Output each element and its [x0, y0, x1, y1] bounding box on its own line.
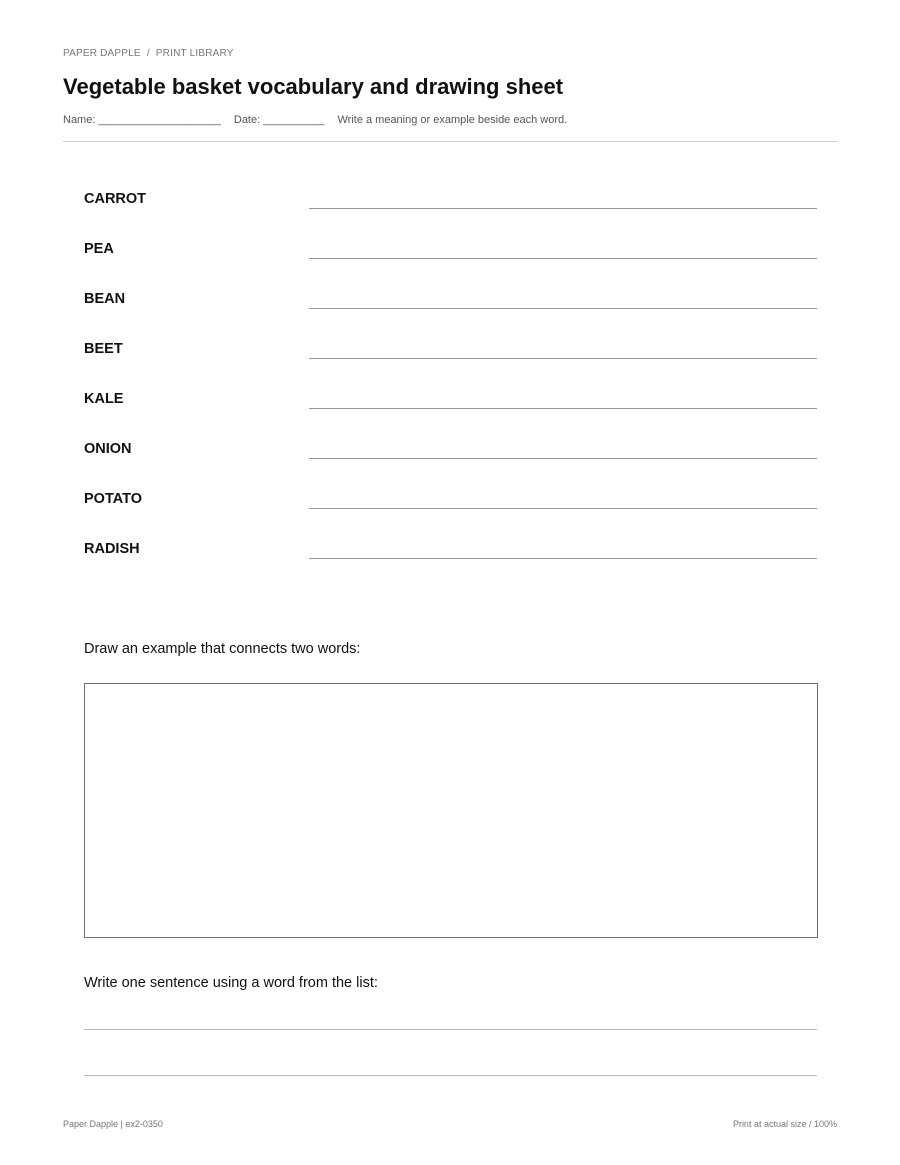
vocab-row: [84, 491, 817, 521]
name-field[interactable]: Name: ____________________: [63, 114, 221, 126]
vocab-answer-line[interactable]: [309, 558, 817, 559]
vocab-answer-line[interactable]: [309, 308, 817, 309]
sentence-answer-line-1[interactable]: [84, 1029, 817, 1030]
vocab-word: RADISH: [84, 541, 140, 557]
vocab-word: KALE: [84, 391, 124, 407]
vocab-answer-line[interactable]: [309, 408, 817, 409]
vocab-answer-line[interactable]: [309, 508, 817, 509]
instruction-text: Write a meaning or example beside each word.: [337, 114, 568, 126]
sentence-prompt: Write one sentence using a word from the list:: [84, 975, 378, 991]
vocab-row: [84, 341, 817, 371]
vocab-word: ONION: [84, 441, 132, 457]
drawing-box[interactable]: [84, 683, 818, 938]
footer-print-note: Print at actual size / 100%: [732, 1119, 837, 1129]
breadcrumb-separator: /: [146, 48, 150, 59]
vocab-row: [84, 291, 817, 321]
vocab-row: [84, 391, 817, 421]
breadcrumb-section: PRINT LIBRARY: [155, 48, 234, 59]
sentence-answer-line-2[interactable]: [84, 1075, 817, 1076]
header-divider: [63, 141, 837, 142]
vocab-word: BEET: [84, 341, 123, 357]
vocab-word: CARROT: [84, 191, 147, 207]
vocab-word: PEA: [84, 241, 114, 257]
footer-source: Paper Dapple | ex2-0350: [63, 1119, 163, 1129]
drawing-prompt: Draw an example that connects two words:: [84, 641, 361, 657]
breadcrumb: [63, 48, 234, 59]
vocab-word: POTATO: [84, 491, 142, 507]
vocab-answer-line[interactable]: [309, 458, 817, 459]
vocab-row: [84, 541, 817, 571]
date-field[interactable]: Date: __________: [233, 114, 325, 126]
vocab-answer-line[interactable]: [309, 358, 817, 359]
vocab-answer-line[interactable]: [309, 208, 817, 209]
worksheet-meta-row: [63, 114, 577, 126]
breadcrumb-brand: PAPER DAPPLE: [63, 48, 141, 59]
page-title: Vegetable basket vocabulary and drawing sheet: [63, 74, 564, 99]
vocab-answer-line[interactable]: [309, 258, 817, 259]
vocab-row: [84, 191, 817, 221]
vocab-row: [84, 241, 817, 271]
vocab-word: BEAN: [84, 291, 126, 307]
vocab-row: [84, 441, 817, 471]
